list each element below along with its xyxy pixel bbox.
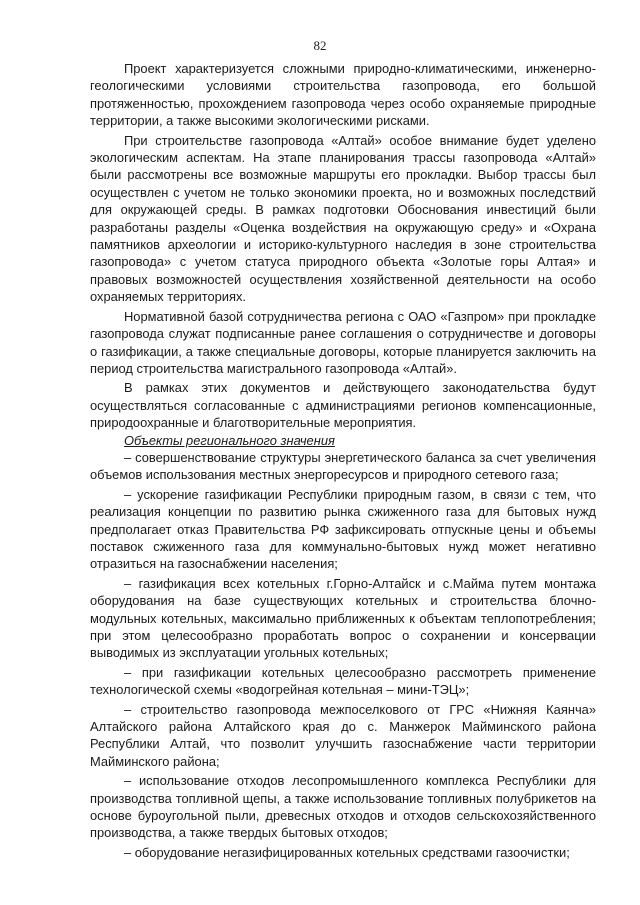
list-item: – использование отходов лесопромышленного комплекса Республики для производства топливной щепы, а также использование топливных полубрикетов на основе буроугольной пыли, древесных отходов и отходов сельскохозяйственного производства, а также твердых бытовых отходов; [90,773,596,841]
list-item: – газификация всех котельных г.Горно-Алтайск и с.Майма путем монтажа оборудования на базе существующих котельных и строительства блочно-модульных котельных, максимально приближенных к объектам теплопотребления; при этом целесообразно проработать вопрос о сохранении и консервации выводимых из эксплуатации угольных котельных; [90,575,596,661]
list-item: – при газификации котельных целесообразно рассмотреть применение технологической схемы «водогрейная котельная – мини-ТЭЦ»; [90,664,596,698]
paragraph-compensation-measures: В рамках этих документов и действующего законодательства будут осуществляться согласованные с администрациями регионов компенсационные, природоохранные и благотворительные мероприятия. [90,380,596,431]
list-item: – строительство газопровода межпоселкового от ГРС «Нижняя Каянча» Алтайского района Алтайского края до с. Манжерок Майминского района Республики Алтай, что позволит улучшить газоснабжение части территории Майминского района; [90,701,596,769]
paragraph-regulatory-basis: Нормативной базой сотрудничества региона с ОАО «Газпром» при прокладке газопровода служат подписанные ранее соглашения о сотрудничестве и договоры о газификации, а также специальные договоры, которые планируется заключить на период строительства магистрального газопровода «Алтай». [90,308,596,376]
list-item: – оборудование негазифицированных котельных средствами газоочистки; [124,844,570,860]
page-number: 82 [313,38,327,53]
list-item: – совершенствование структуры энергетического баланса за счет увеличения объемов использования местных энергоресурсов и природного сетевого газа; [90,449,596,483]
paragraph-ecological-aspects: При строительстве газопровода «Алтай» особое внимание будет уделено экологическим аспектам. На этапе планирования трассы газопровода «Алтай» были рассмотрены все возможные маршруты его прокладки. Выбор трассы был осуществлен с учетом не только экономики проекта, но и возможных последствий для окружающей среды. В рамках подготовки Обоснования инвестиций были разработаны разделы «Оценка воздействия на окружающую среду» и «Охрана памятников археологии и историко-культурного наследия в зоне строительства газопровода» с учетом статуса природного объекта «Золотые горы Алтая» и правовых возможностей осуществления хозяйственной деятельности на особо охраняемых территориях. [90,132,596,305]
section-heading-regional-objects: Объекты регионального значения [124,432,335,448]
list-item: – ускорение газификации Республики природным газом, в связи с тем, что реализация концепции по развитию рынка сжиженного газа для бытовых нужд предполагает отказ Правительства РФ зафиксировать отпускные цены и объемы поставок сжиженного газа для коммунально-бытовых нужд может негативно отразиться на газоснабжении населения; [90,486,596,572]
paragraph-project-characteristics: Проект характеризуется сложными природно-климатическими, инженерно-геологическими условиями строительства газопровода, его большой протяженностью, прохождением газопровода через особо охраняемые природные территории, а также высокими экологическими рисками. [90,61,596,129]
page-body [90,60,596,861]
